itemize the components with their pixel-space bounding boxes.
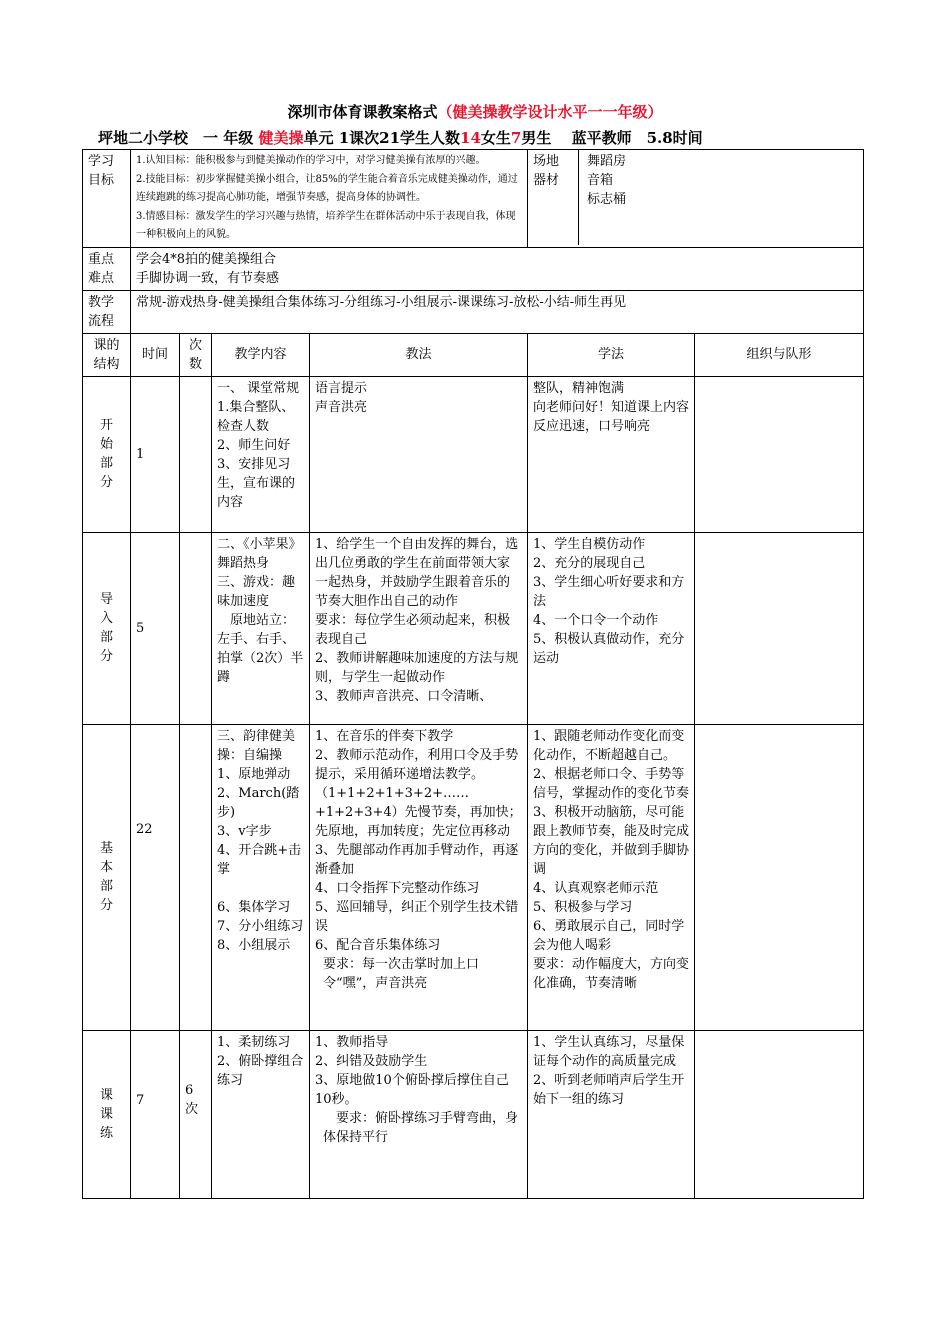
- section-row-start: [83, 376, 864, 532]
- org-cell: [695, 532, 864, 724]
- part-label: 导 入 部 分: [83, 532, 131, 724]
- focus-label: 重点 难点: [83, 247, 131, 290]
- method-cell: 1、给学生一个自由发挥的舞台，选出几位勇敢的学生在前面带领大家一起热身，并鼓励学生跟着音乐的节奏大胆作出自己的动作 要求：每位学生必须动起来，积极表现自己 2、教师讲解趣味加速度的方法与规则，与学生一起做动作 3、教师声音洪亮、口令清晰、: [310, 532, 528, 724]
- count-value: [180, 376, 212, 532]
- title-red: （健美操教学设计水平一一年级）: [437, 103, 663, 121]
- venue-label: 场地 器材: [528, 150, 579, 245]
- part-label: 课 课 练: [83, 1030, 131, 1198]
- section-row-main: [83, 724, 864, 1030]
- col-structure: 课的 结构: [83, 333, 131, 376]
- col-count: 次 数: [180, 333, 212, 376]
- lesson-plan-table: [82, 149, 864, 1199]
- count-value: [180, 724, 212, 1030]
- org-cell: [695, 724, 864, 1030]
- time-value: 1: [131, 376, 180, 532]
- info-girls: 14: [460, 129, 481, 147]
- col-method: 教法: [310, 333, 528, 376]
- info-boys: 7: [510, 129, 522, 147]
- count-value: 6 次: [180, 1030, 212, 1198]
- goal-cognitive: 1.认知目标：能积极参与到健美操动作的学习中，对学习健美操有浓厚的兴趣。: [136, 155, 486, 166]
- info-school: 坪地二小学校 一 年级: [98, 129, 259, 147]
- part-label: 开 始 部 分: [83, 376, 131, 532]
- flow-row: [83, 290, 864, 333]
- section-row-intro: [83, 532, 864, 724]
- col-time: 时间: [131, 333, 180, 376]
- info-unit: 健美操: [258, 129, 304, 147]
- lesson-info-line: [98, 127, 703, 148]
- org-cell: [695, 376, 864, 532]
- flow-label: 教学 流程: [83, 290, 131, 333]
- column-header-row: [83, 333, 864, 376]
- time-value: 22: [131, 724, 180, 1030]
- title-main: 深圳市体育课教案格式: [287, 103, 438, 121]
- method-cell: 1、在音乐的伴奏下教学 2、教师示范动作，利用口令及手势提示，采用循环递增法教学。（1+1+2+1+3+2+……+1+2+3+4）先慢节奏，再加快；先原地，再加转度；先定位再移动 3、先腿部动作再加手臂动作，再逐渐叠加 4、口令指挥下完整动作练习 5、巡回辅导，纠正个别学生技术错误 6、配合音乐集体练习 要求：每一次击掌时加上口令“嘿”，声音洪亮: [310, 724, 528, 1030]
- study-cell: 1、学生自模仿动作 2、充分的展现自己 3、学生细心听好要求和方法 4、一个口令一个动作 5、积极认真做动作，充分运动: [528, 532, 695, 724]
- venue-items: 舞蹈房 音箱 标志桶: [587, 154, 627, 207]
- count-value: [180, 532, 212, 724]
- col-org: 组织与队形: [695, 333, 864, 376]
- venue-cell: [528, 150, 864, 248]
- section-row-practice: [83, 1030, 864, 1198]
- time-value: 7: [131, 1030, 180, 1198]
- col-study: 学法: [528, 333, 695, 376]
- time-value: 5: [131, 532, 180, 724]
- study-cell: 整队，精神饱满 向老师问好！知道课上内容 反应迅速，口号响亮: [528, 376, 695, 532]
- col-content: 教学内容: [212, 333, 310, 376]
- focus-row: [83, 247, 864, 290]
- method-cell: 语言提示 声音洪亮: [310, 376, 528, 532]
- method-cell: 1、教师指导 2、纠错及鼓励学生 3、原地做10个俯卧撑后撑住自己10秒。 要求：俯卧撑练习手臂弯曲，身体保持平行: [310, 1030, 528, 1198]
- goal-emotion: 3.情感目标：激发学生的学习兴趣与热情，培养学生在群体活动中乐于表现自我，体现一种积极向上的风貌。: [136, 210, 516, 240]
- info-lesson: 单元 1课次21学生人数: [303, 129, 461, 147]
- study-cell: 1、跟随老师动作变化而变化动作，不断超越自己。 2、根据老师口令、手势等信号，掌握动作的变化节奏 3、积极开动脑筋，尽可能跟上教师节奏，能及时完成方向的变化，并做到手脚协调 4、认真观察老师示范 5、积极参与学习 6、勇敢展示自己，同时学会为他人喝彩 要求：动作幅度大，方向变化准确，节奏清晰: [528, 724, 695, 1030]
- info-girls-label: 女生: [480, 129, 511, 147]
- page-title: [0, 101, 950, 122]
- goals-row: [83, 150, 864, 248]
- goal-skill: 2.技能目标：初步掌握健美操小组合，让85%的学生能合着音乐完成健美操动作，通过连续跑跳的练习提高心肺功能，增强节奏感，提高身体的协调性。: [136, 173, 518, 203]
- content-cell: 一、 课堂常规 1.集合整队、检查人数 2、师生问好 3、安排见习生，宣布课的内容: [212, 376, 310, 532]
- org-cell: [695, 1030, 864, 1198]
- content-cell: 1、柔韧练习 2、俯卧撑组合练习: [212, 1030, 310, 1198]
- content-cell: 三、韵律健美操：自编操 1、原地弹动 2、March(踏步) 3、v字步 4、开合跳+击掌 6、集体学习 7、分小组练习 8、小组展示: [212, 724, 310, 1030]
- part-label: 基 本 部 分: [83, 724, 131, 1030]
- goals-label: 学习 目标: [83, 150, 131, 248]
- goals-content: [131, 150, 528, 248]
- study-cell: 1、学生认真练习，尽量保证每个动作的高质量完成 2、听到老师哨声后学生开始下一组的练习: [528, 1030, 695, 1198]
- content-cell: 二、《小苹果》舞蹈热身 三、游戏：趣味加速度 原地站立：左手、右手、拍掌（2次）半蹲: [212, 532, 310, 724]
- flow-content: 常规-游戏热身-健美操组合集体练习-分组练习-小组展示-课课练习-放松-小结-师生再见: [131, 290, 864, 333]
- info-teacher-time: 男生 蓝平教师 5.8时间: [521, 129, 703, 147]
- focus-content: 学会4*8拍的健美操组合 手脚协调一致，有节奏感: [131, 247, 864, 290]
